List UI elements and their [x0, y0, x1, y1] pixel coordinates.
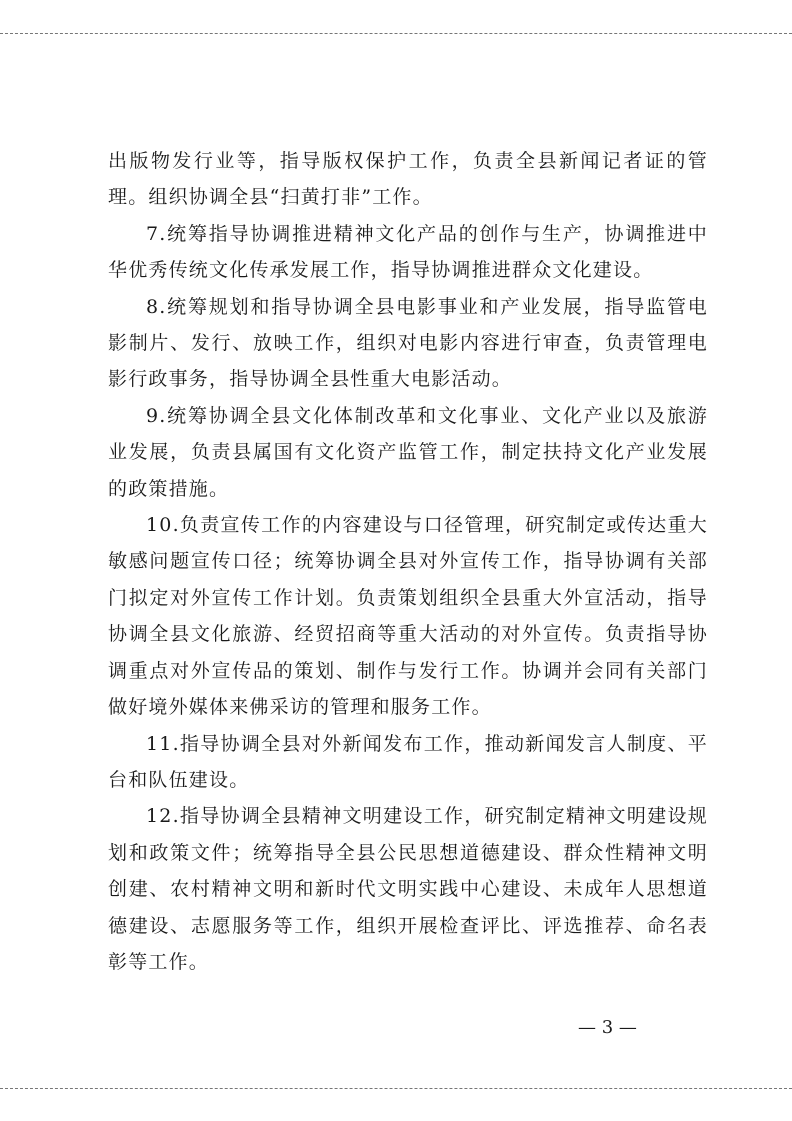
paragraph-item-11: 11.指导协调全县对外新闻发布工作，推动新闻发言人制度、平台和队伍建设。	[108, 732, 708, 791]
document-body	[108, 143, 708, 980]
paragraph-item-7: 7.统筹指导协调推进精神文化产品的创作与生产，协调推进中华优秀传统文化传承发展工作，指导协调推进群众文化建设。	[108, 222, 708, 282]
bottom-dashed-divider	[0, 1088, 792, 1089]
page-number: — 3 —	[578, 1017, 637, 1038]
paragraph-continuation: 出版物发行业等，指导版权保护工作，负责全县新闻记者证的管理。组织协调全县“扫黄打非”工作。	[108, 150, 708, 209]
top-dashed-divider	[0, 33, 792, 34]
paragraph-item-10: 10.负责宣传工作的内容建设与口径管理，研究制定或传达重大敏感问题宣传口径；统筹协调全县对外宣传工作，指导协调有关部门拟定对外宣传工作计划。负责策划组织全县重大外宣活动，指导协调全县文化旅游、经贸招商等重大活动的对外宣传。负责指导协调重点对外宣传品的策划、制作与发行工作。协调并会同有关部门做好境外媒体来佛采访的管理和服务工作。	[108, 514, 708, 719]
paragraph-item-8: 8.统筹规划和指导协调全县电影事业和产业发展，指导监管电影制片、发行、放映工作，组织对电影内容进行审查，负责管理电影行政事务，指导协调全县性重大电影活动。	[108, 295, 708, 391]
paragraph-item-12: 12.指导协调全县精神文明建设工作，研究制定精神文明建设规划和政策文件；统筹指导全县公民思想道德建设、群众性精神文明创建、农村精神文明和新时代文明实践中心建设、未成年人思想道德建设、志愿服务等工作，组织开展检查评比、评选推荐、命名表彰等工作。	[108, 805, 708, 973]
paragraph-item-9: 9.统筹协调全县文化体制改革和文化事业、文化产业以及旅游业发展，负责县属国有文化资产监管工作，制定扶持文化产业发展的政策措施。	[108, 404, 708, 500]
